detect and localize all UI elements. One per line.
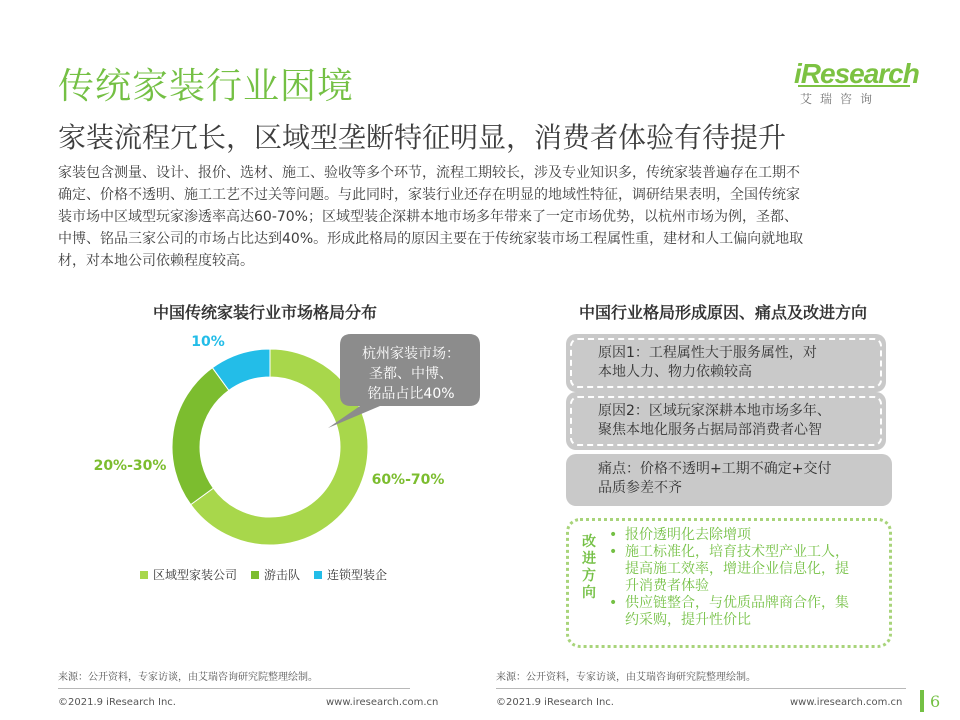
chart-legend bbox=[140, 566, 387, 583]
legend-item bbox=[251, 566, 300, 583]
improvement-side-label bbox=[580, 534, 598, 602]
footer-divider bbox=[496, 688, 906, 689]
side-char: 改 bbox=[582, 534, 596, 550]
improvement-item bbox=[617, 527, 887, 544]
legend-swatch bbox=[140, 571, 148, 579]
improvement-line: • 施工标准化，培育技术型产业工人， bbox=[625, 544, 849, 560]
intro-line: 材，对本地公司依赖程度较高。 bbox=[58, 253, 254, 269]
reason1-box bbox=[566, 334, 886, 392]
reason1-line: 原因1：工程属性大于服务属性，对 bbox=[598, 345, 817, 361]
pain-line: 品质参差不齐 bbox=[598, 480, 682, 496]
intro-line: 确定、价格不透明、施工工艺不过关等问题。与此同时，家装行业还存在明显的地域性特征，调研结果表明，全国传统家 bbox=[58, 187, 800, 203]
improvement-line: 升消费者体验 bbox=[625, 578, 709, 594]
logo-tagline: 艾瑞咨询 bbox=[800, 92, 881, 106]
intro-line: 中博、铭品三家公司的市场占比达到40%。形成此格局的原因主要在于传统家装市场工程属性重，建材和人工偏向就地取 bbox=[58, 231, 804, 247]
bubble-line: 圣都、中博、 bbox=[369, 366, 453, 382]
donut-slice bbox=[172, 368, 229, 505]
bubble-annotation bbox=[346, 344, 476, 404]
right-panel-title: 中国行业格局形成原因、痛点及改进方向 bbox=[578, 303, 867, 322]
improvement-line: 约采购，提升性价比 bbox=[625, 612, 751, 628]
copyright-right: ©2021.9 iResearch Inc. bbox=[496, 697, 614, 708]
reason2-line: 聚焦本地化服务占据局部消费者心智 bbox=[598, 422, 822, 438]
reason2-line: 原因2：区域玩家深耕本地市场多年、 bbox=[598, 403, 831, 419]
footer-divider bbox=[58, 688, 410, 689]
intro-line: 家装包含测量、设计、报价、选材、施工、验收等多个环节，流程工期较长，涉及专业知识多，传统家装普遍存在工期不 bbox=[58, 165, 800, 181]
intro-line: 装市场中区域型玩家渗透率高达60-70%；区域型装企深耕本地市场多年带来了一定市场优势，以杭州市场为例，圣都、 bbox=[58, 209, 798, 225]
logo-brand: iResearch bbox=[794, 58, 919, 89]
side-char: 向 bbox=[582, 585, 596, 601]
copyright-left: ©2021.9 iResearch Inc. bbox=[58, 697, 176, 708]
legend-label: 区域型家装公司 bbox=[153, 568, 238, 582]
improvement-list bbox=[617, 527, 887, 629]
improvement-line: 提高施工效率，增进企业信息化，提 bbox=[625, 561, 849, 577]
legend-item bbox=[314, 566, 387, 583]
legend-swatch bbox=[314, 571, 322, 579]
page-title: 传统家装行业困境 bbox=[58, 66, 355, 107]
bubble-line: 铭品占比40% bbox=[367, 386, 455, 402]
pain-line: 痛点：价格不透明+工期不确定+交付 bbox=[598, 461, 832, 477]
side-char: 进 bbox=[582, 551, 596, 567]
website-right: www.iresearch.com.cn bbox=[790, 697, 903, 708]
slice-label: 10% bbox=[191, 334, 225, 350]
source-note-left: 来源：公开资料，专家访谈，由艾瑞咨询研究院整理绘制。 bbox=[58, 672, 318, 683]
reason1-line: 本地人力、物力依赖较高 bbox=[598, 364, 752, 380]
legend-item bbox=[140, 566, 237, 583]
improvement-box bbox=[566, 518, 892, 648]
legend-swatch bbox=[251, 571, 259, 579]
page-accent-bar bbox=[920, 690, 924, 712]
side-char: 方 bbox=[582, 568, 596, 584]
legend-label: 连锁型装企 bbox=[327, 568, 388, 582]
page-number: 6 bbox=[930, 692, 941, 711]
improvement-item bbox=[617, 544, 887, 595]
improvement-line: • 报价透明化去除增项 bbox=[625, 527, 751, 543]
page-subtitle: 家装流程冗长，区域型垄断特征明显，消费者体验有待提升 bbox=[58, 121, 787, 154]
chart-title: 中国传统家装行业市场格局分布 bbox=[152, 303, 377, 322]
legend-label: 游击队 bbox=[264, 568, 301, 582]
improvement-line: • 供应链整合，与优质品牌商合作，集 bbox=[625, 595, 849, 611]
slice-label: 60%-70% bbox=[371, 472, 445, 488]
reason2-box bbox=[566, 392, 886, 450]
pain-point-box bbox=[566, 454, 892, 506]
bubble-line: 杭州家装市场： bbox=[362, 346, 460, 362]
website-left: www.iresearch.com.cn bbox=[326, 697, 439, 708]
source-note-right: 来源：公开资料，专家访谈，由艾瑞咨询研究院整理绘制。 bbox=[496, 672, 756, 683]
slice-label: 20%-30% bbox=[93, 458, 167, 474]
improvement-item bbox=[617, 595, 887, 629]
